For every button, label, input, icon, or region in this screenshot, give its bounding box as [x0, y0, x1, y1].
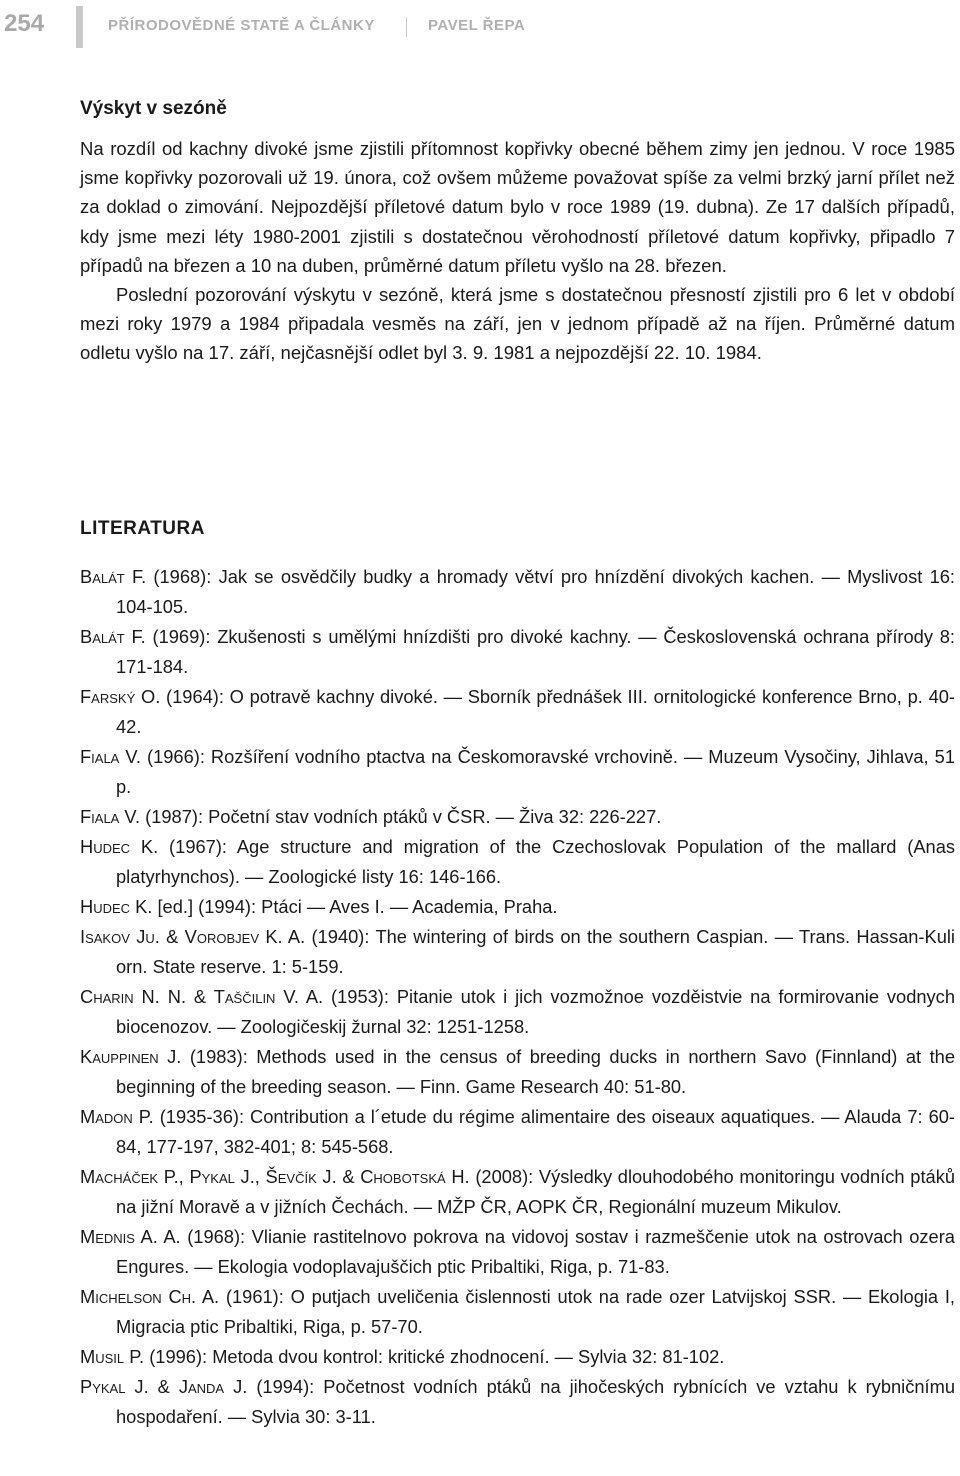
reference-text: (1994): Početnost vodních ptáků na jihočeských rybnících ve vztahu k rybničnímu hospodaření. — Sylvia 30: 3-11. — [116, 1376, 955, 1427]
reference-item — [80, 922, 955, 982]
reference-author: Madon P. — [80, 1106, 154, 1127]
reference-text: (1964): O potravě kachny divoké. — Sborník přednášek III. ornitologické konference Brno, p. 40-42. — [116, 686, 955, 737]
reference-text: [ed.] (1994): Ptáci — Aves I. — Academia, Praha. — [152, 896, 558, 917]
reference-item — [80, 832, 955, 892]
reference-item — [80, 622, 955, 682]
reference-item — [80, 892, 955, 922]
reference-text: (1969): Zkušenosti s umělými hnízdišti pro divoké kachny. — Československá ochrana přírody 8: 171-184. — [116, 626, 955, 677]
reference-text: (1940): The wintering of birds on the southern Caspian. — Trans. Hassan-Kuli orn. State reserve. 1: 5-159. — [116, 926, 955, 977]
reference-text: (1968): Jak se osvědčily budky a hromady větví pro hnízdění divokých kachen. — Myslivost 16: 104-105. — [116, 566, 955, 617]
reference-item — [80, 802, 955, 832]
reference-text: (1987): Početní stav vodních ptáků v ČSR. — Živa 32: 226-227. — [140, 806, 662, 827]
reference-author: Fiala V. — [80, 746, 141, 767]
reference-author: Kauppinen J. — [80, 1046, 182, 1067]
reference-text: (1935-36): Contribution a l´etude du régime alimentaire des oiseaux aquatiques. — Alauda 7: 60-84, 177-197, 382-401; 8: 545-568. — [116, 1106, 955, 1157]
reference-item — [80, 1162, 955, 1222]
reference-text: (1966): Rozšíření vodního ptactva na Českomoravské vrchovině. — Muzeum Vysočiny, Jihlava, 51 p. — [116, 746, 955, 797]
reference-text: (1983): Methods used in the census of breeding ducks in northern Savo (Finnland) at the beginning of the breeding season. — Finn. Game Research 40: 51-80. — [116, 1046, 955, 1097]
reference-item — [80, 1102, 955, 1162]
reference-text: (1961): O putjach uveličenia čislennosti utok na rade ozer Latvijskoj SSR. — Ekologia I, Migracia ptic Pribaltiki, Riga, p. 57-70. — [116, 1286, 956, 1337]
reference-item — [80, 682, 955, 742]
section-content — [80, 98, 955, 368]
reference-list — [80, 562, 955, 1432]
reference-author: Macháček P., Pykal J., Ševčík J. & Chobotská H. — [80, 1166, 470, 1187]
reference-author: Hudec K. — [80, 836, 159, 857]
reference-author: Isakov Ju. & Vorobjev K. A. — [80, 926, 306, 947]
page-header — [0, 0, 960, 56]
reference-item — [80, 562, 955, 622]
reference-item — [80, 1372, 955, 1432]
reference-text: (1968): Vlianie rastitelnovo pokrova na vidovoj sostav i razmeščenie utok na ostrovach ozera Engures. — Ekologia vodoplavajuščich ptic Pribaltiki, Riga, p. 71-83. — [116, 1226, 955, 1277]
section-title: Výskyt v sezóně — [80, 98, 227, 119]
reference-text: (1967): Age structure and migration of the Czechoslovak Population of the mallard (Anas platyrhynchos). — Zoologické listy 16: 146-166. — [116, 836, 955, 887]
reference-author: Balát F. — [80, 566, 147, 587]
page-number: 254 — [4, 10, 45, 37]
literature-heading: LITERATURA — [80, 518, 205, 539]
reference-text: (2008): Výsledky dlouhodobého monitoringu vodních ptáků na jižní Moravě a v jižních Čechách. — MŽP ČR, AOPK ČR, Regionální muzeum Mikulov. — [116, 1166, 955, 1217]
reference-item — [80, 742, 955, 802]
header-separator — [406, 17, 407, 37]
reference-author: Musil P. — [80, 1346, 145, 1367]
reference-item — [80, 1042, 955, 1102]
reference-item — [80, 1222, 955, 1282]
header-divider-bar — [76, 6, 83, 48]
reference-author: Farský O. — [80, 686, 161, 707]
reference-author: Charin N. N. & Taščilin V. A. — [80, 986, 324, 1007]
reference-author: Fiala V. — [80, 806, 141, 827]
reference-author: Michelson Ch. A. — [80, 1286, 220, 1307]
reference-item — [80, 1282, 955, 1342]
running-title: PŘÍRODOVĚDNÉ STATĚ A ČLÁNKY — [108, 17, 375, 34]
running-author: PAVEL ŘEPA — [428, 17, 526, 34]
reference-author: Hudec K. — [80, 896, 153, 917]
reference-author: Balát F. — [80, 626, 146, 647]
paragraph: Poslední pozorování výskytu v sezóně, která jsme s dostatečnou přesností zjistili pro 6 let v období mezi roky 1979 a 1984 připadala vesměs na září, jen v jednom případě až na říjen. Průměrné datum odletu vyšlo na 17. září, nejčasnější odlet byl 3. 9. 1981 a nejpozdější 22. 10. 1984. — [80, 284, 955, 364]
reference-text: (1996): Metoda dvou kontrol: kritické zhodnocení. — Sylvia 32: 81-102. — [144, 1346, 725, 1367]
paragraph: Na rozdíl od kachny divoké jsme zjistili přítomnost kopřivky obecné během zimy jen jednou. V roce 1985 jsme kopřivky pozorovali už 19. února, což ovšem můžeme považovat spíše za velmi brzký jarní přílet než za doklad o zimování. Nejpozdější příletové datum bylo v roce 1989 (19. dubna). Ze 17 dalších případů, kdy jsme mezi léty 1980-2001 zjistili s dostatečnou věrohodností příletové datum kopřivky, připadlo 7 případů na březen a 10 na duben, průměrné datum příletu vyšlo na 28. březen. — [80, 138, 955, 276]
reference-author: Mednis A. A. — [80, 1226, 181, 1247]
reference-author: Pykal J. & Janda J. — [80, 1376, 248, 1397]
reference-text: (1953): Pitanie utok i jich vozmožnoe vozděistvie na formirovanie vodnych biocenozov. — Zoologičeskij žurnal 32: 1251-1258. — [116, 986, 955, 1037]
reference-item — [80, 982, 955, 1042]
reference-item — [80, 1342, 955, 1372]
